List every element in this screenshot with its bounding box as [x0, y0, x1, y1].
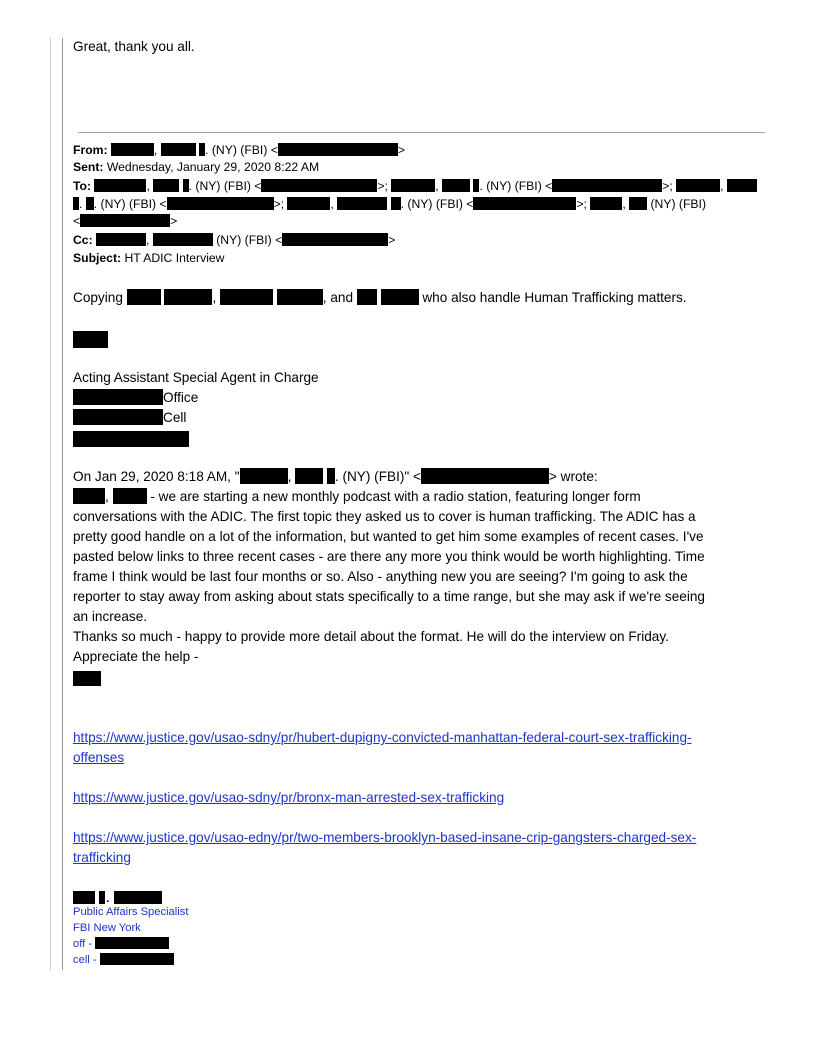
redaction [261, 179, 377, 192]
sig2-off-line [73, 936, 169, 952]
redaction [183, 179, 189, 192]
redaction [240, 468, 288, 484]
sig2-name: . [73, 889, 162, 907]
link-block-2 [73, 788, 504, 808]
quoted-line-8: Thanks so much - happy to provide more detail about the format. He will do the interview on Friday. [73, 629, 669, 644]
sig2-org: FBI New York [73, 922, 141, 934]
copying-line: Copying , , and who also handle Human Trafficking matters. [73, 290, 687, 305]
redaction [220, 289, 273, 305]
redaction [676, 179, 720, 192]
sig2-title: Public Affairs Specialist [73, 906, 189, 918]
redaction [164, 289, 212, 305]
quoted-line-3: pretty good handle on a lot of the information, but wanted to get him some examples of recent cases. I've [73, 529, 704, 544]
redaction [473, 179, 479, 192]
redaction [295, 468, 323, 484]
copying-text: who also handle Human Trafficking matters. [422, 290, 687, 305]
from-value: . (NY) (FBI) < [205, 143, 278, 157]
redaction [590, 197, 622, 210]
quote-bar [62, 38, 63, 970]
redaction [96, 233, 146, 246]
sent-label: Sent: [73, 160, 104, 174]
redaction [73, 409, 163, 425]
redaction [100, 953, 174, 965]
redaction [99, 891, 105, 904]
cc-label: Cc: [73, 233, 93, 247]
redaction [278, 143, 398, 156]
redaction [73, 488, 105, 504]
case-link-2[interactable]: https://www.justice.gov/usao-sdny/pr/bronx-man-arrested-sex-trafficking [73, 790, 505, 805]
redaction [442, 179, 470, 192]
link-block-3 [73, 828, 696, 868]
redaction [167, 197, 274, 210]
case-link-3[interactable]: https://www.justice.gov/usao-edny/pr/two-members-brooklyn-based-insane-crip-gangsters-charged-sex- [73, 830, 697, 845]
redaction [153, 233, 213, 246]
redacted-email [73, 431, 189, 447]
case-link-3-cont[interactable]: trafficking [73, 850, 131, 865]
sig-cell-line [73, 408, 186, 428]
redaction [473, 197, 576, 210]
redaction [113, 488, 147, 504]
redacted-signoff [73, 671, 101, 686]
header-divider [78, 132, 765, 133]
redaction [153, 179, 179, 192]
redaction [73, 197, 79, 210]
sent-value: Wednesday, January 29, 2020 8:22 AM [106, 160, 320, 174]
to-line-1: To: , . (NY) (FBI) < >; , . (NY) (FBI) < >; , [73, 179, 757, 195]
quoted-line-6: reporter to stay away from asking about stats specifically to a time range, but she may ask if we're seeing [73, 589, 705, 604]
sig-title: Acting Assistant Special Agent in Charge [73, 370, 319, 385]
subject-line [73, 251, 224, 267]
intro-text: . (NY) (FBI)" < [334, 469, 421, 484]
redaction [727, 179, 757, 192]
sig2-cell-line [73, 952, 174, 968]
redaction [629, 197, 647, 210]
to-line-2: . . (NY) (FBI) < >; , . (NY) (FBI) < >; , (NY) (FBI) [73, 197, 706, 213]
intro-text: On Jan 29, 2020 8:18 AM, " [73, 469, 240, 484]
redaction [73, 389, 163, 405]
redaction [95, 937, 169, 949]
to-line-3: < > [73, 214, 178, 228]
reply-text: Great, thank you all. [73, 39, 195, 54]
quoted-line-5: frame I think would be last four months or so. Also - anything new you are seeing? I'm going to ask the [73, 569, 688, 584]
redaction [381, 289, 419, 305]
redaction [80, 214, 170, 227]
outer-quote-bar [50, 38, 51, 970]
to-label: To: [73, 179, 92, 193]
redaction [127, 289, 161, 305]
redaction [357, 289, 377, 305]
redaction [86, 197, 94, 210]
redaction [94, 179, 146, 192]
cc-line: Cc: , (NY) (FBI) < > [73, 233, 396, 247]
quoted-line-9: Appreciate the help - [73, 649, 199, 664]
redaction [277, 289, 323, 305]
from-line: From: , . (NY) (FBI) < > [73, 143, 406, 157]
redaction [73, 891, 95, 904]
redaction [282, 233, 388, 246]
case-link-1[interactable]: https://www.justice.gov/usao-sdny/pr/hubert-dupigny-convicted-manhattan-federal-court-sex-trafficking- [73, 730, 692, 745]
redaction [111, 143, 154, 156]
sig-office-line [73, 388, 198, 408]
redaction [287, 197, 330, 210]
cell-label: cell - [73, 954, 97, 966]
link-block-1 [73, 728, 692, 768]
sent-line [73, 160, 319, 176]
redaction [552, 179, 662, 192]
copying-text: , and [322, 290, 354, 305]
subject-label: Subject: [73, 251, 122, 265]
redaction [337, 197, 387, 210]
redaction [161, 143, 196, 156]
redaction [391, 197, 401, 210]
cell-label: Cell [163, 410, 187, 425]
quoted-line-7: an increase. [73, 609, 148, 624]
office-label: Office [163, 390, 199, 405]
off-label: off - [73, 938, 93, 950]
body-text: - we are starting a new monthly podcast with a radio station, featuring longer form [150, 489, 641, 504]
quoted-line-2: conversations with the ADIC. The first topic they asked us to cover is human trafficking. The ADIC has a [73, 509, 696, 524]
quoted-intro: On Jan 29, 2020 8:18 AM, " , . (NY) (FBI)" < > wrote: [73, 469, 598, 484]
cc-value: (NY) (FBI) < [216, 233, 283, 247]
redaction [327, 468, 335, 484]
from-label: From: [73, 143, 108, 157]
quoted-line-4: pasted below links to three recent cases - are there any more you think would be worth highlighting. Time [73, 549, 705, 564]
case-link-1-cont[interactable]: offenses [73, 750, 125, 765]
subject-value: HT ADIC Interview [124, 251, 225, 265]
quoted-line-1: , - we are starting a new monthly podcast with a radio station, featuring longer form [73, 487, 641, 507]
redaction [391, 179, 435, 192]
redacted-name [73, 331, 108, 348]
redaction [114, 891, 162, 904]
copying-text: Copying [73, 290, 123, 305]
redaction [421, 468, 549, 484]
intro-text: > wrote: [548, 469, 598, 484]
